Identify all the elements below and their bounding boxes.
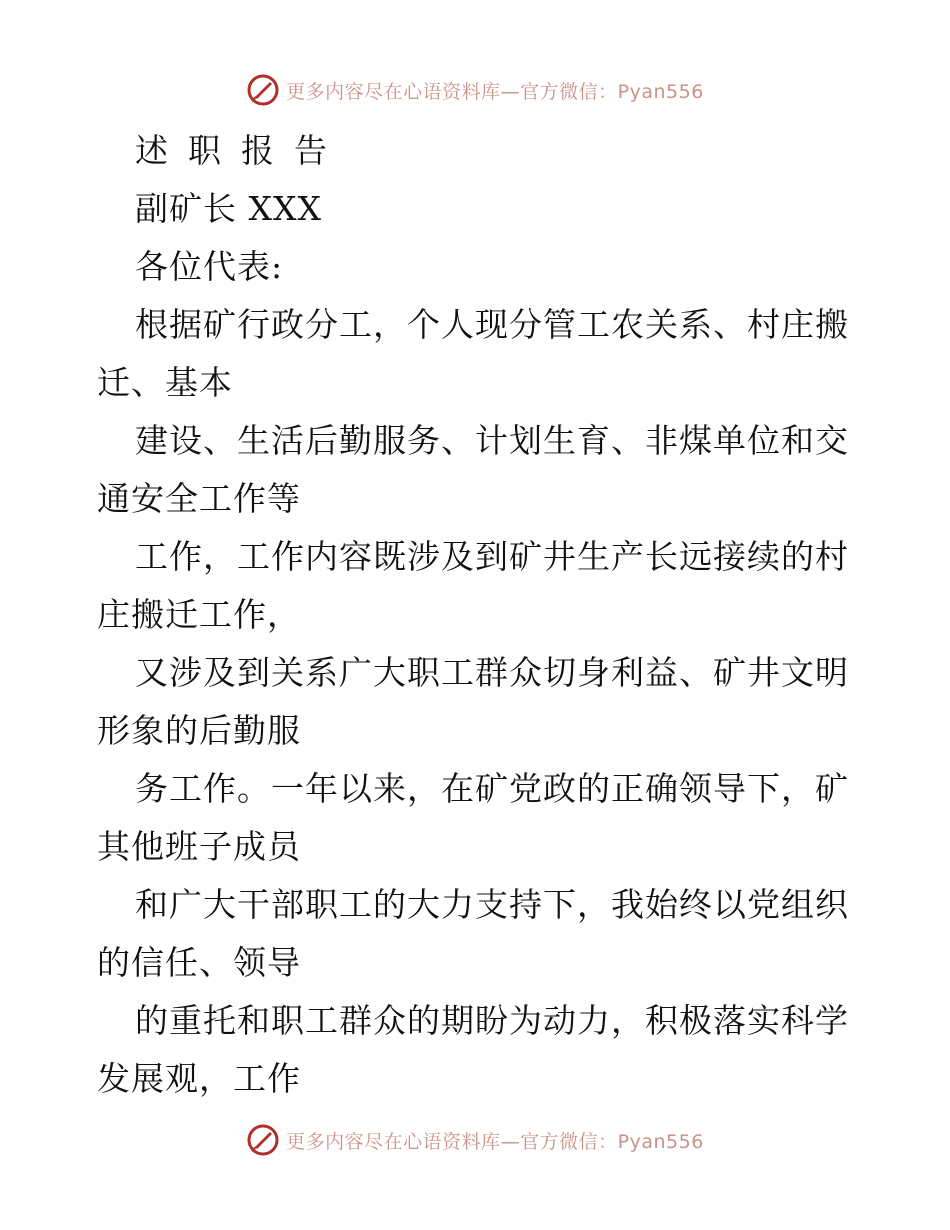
document-title: 述职报告 <box>135 131 347 170</box>
watermark-top <box>0 68 950 112</box>
paragraph-line: 务工作。一年以来，在矿党政的正确领导下，矿 <box>135 769 849 808</box>
paragraph-line: 根据矿行政分工，个人现分管工农关系、村庄搬 <box>135 305 849 344</box>
paragraph-line: 通安全工作等 <box>97 479 301 518</box>
paragraph-line: 和广大干部职工的大力支持下，我始终以党组织 <box>135 885 849 924</box>
document-author: 副矿长 XXX <box>135 189 322 228</box>
paragraph-line: 庄搬迁工作， <box>97 595 301 634</box>
document-body <box>97 122 857 1108</box>
paragraph-line: 的信任、领导 <box>97 943 301 982</box>
paragraph-line: 的重托和职工群众的期盼为动力，积极落实科学 <box>135 1001 849 1040</box>
quill-logo-icon <box>246 1123 280 1157</box>
paragraph-line: 发展观，工作 <box>97 1059 301 1098</box>
quill-logo-icon <box>246 73 280 107</box>
paragraph-line: 形象的后勤服 <box>97 711 301 750</box>
paragraph-line: 其他班子成员 <box>97 827 301 866</box>
watermark-text: 更多内容尽在心语资料库—官方微信：Pyan556 <box>286 80 704 103</box>
watermark-bottom <box>0 1118 950 1162</box>
paragraph-line: 迁、基本 <box>97 363 233 402</box>
document-greeting: 各位代表: <box>135 247 284 286</box>
paragraph-line: 工作，工作内容既涉及到矿井生产长远接续的村 <box>135 537 849 576</box>
watermark-text: 更多内容尽在心语资料库—官方微信：Pyan556 <box>286 1130 704 1153</box>
paragraph-line: 又涉及到关系广大职工群众切身利益、矿井文明 <box>135 653 849 692</box>
paragraph-line: 建设、生活后勤服务、计划生育、非煤单位和交 <box>135 421 849 460</box>
